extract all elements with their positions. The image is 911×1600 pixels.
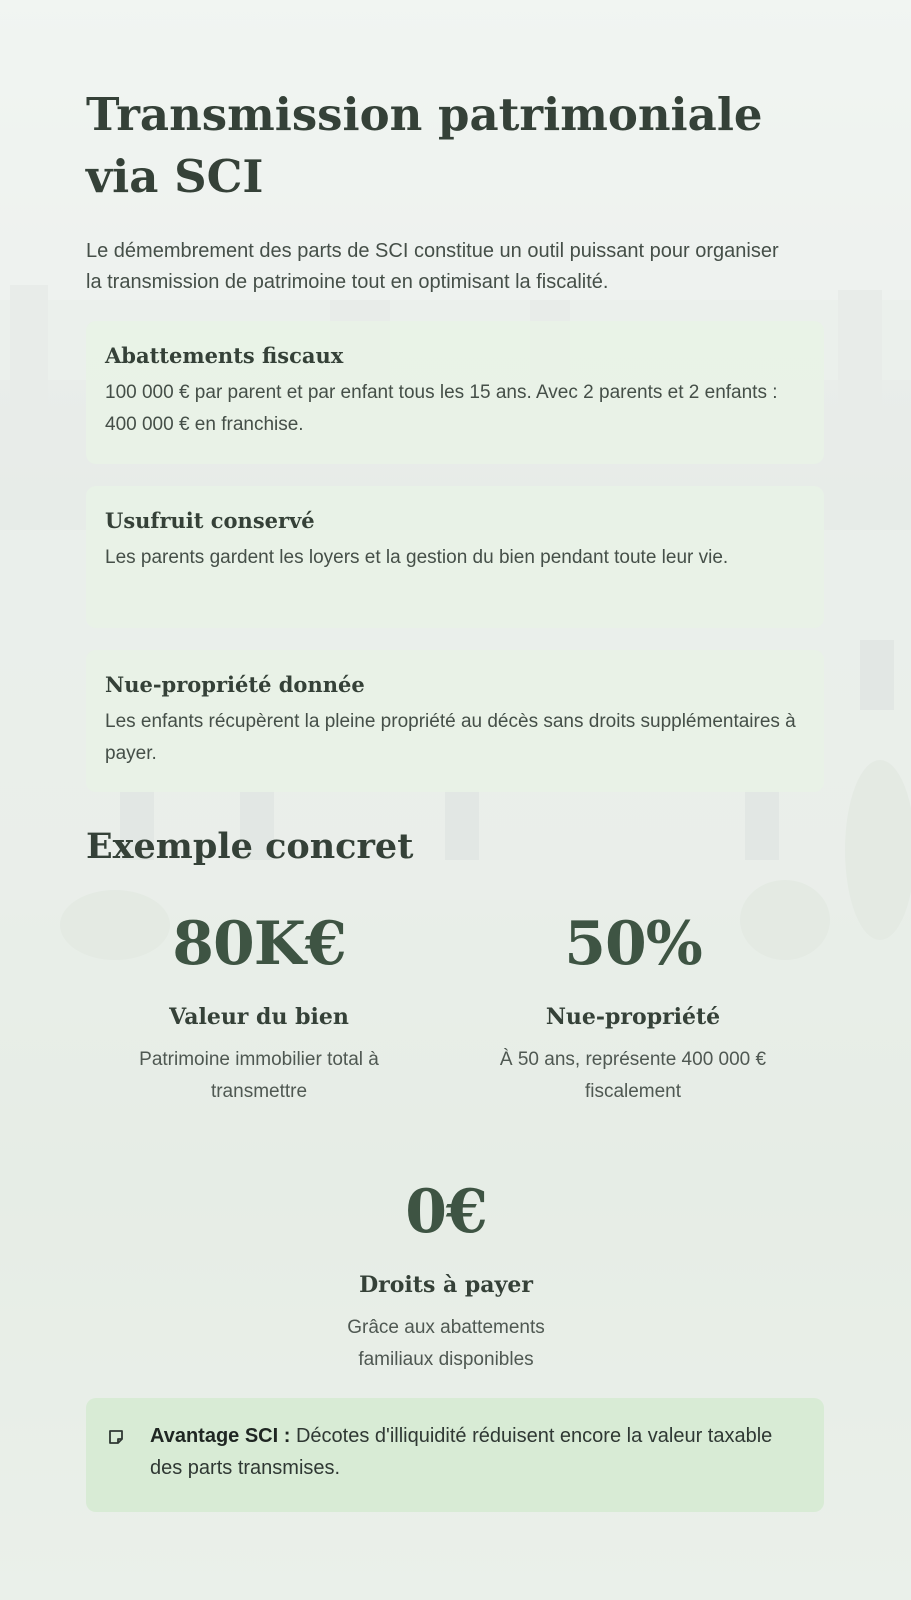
stat-valeur-bien (94, 906, 424, 1108)
stat-description: À 50 ans, représente 400 000 € fiscalement (499, 1049, 767, 1102)
stat-description: Patrimoine immobilier total à transmettre (139, 1049, 379, 1102)
stat-description: Grâce aux abattements familiaux disponibles (347, 1317, 545, 1370)
card-title: Usufruit conservé (105, 508, 315, 533)
stat-label: Nue-propriété (545, 1004, 721, 1030)
card-text: 100 000 € par parent et par enfant tous les 15 ans. Avec 2 parents et 2 enfants : 400 000 € en franchise. (105, 382, 778, 435)
card-text: Les parents gardent les loyers et la gestion du bien pendant toute leur vie. (105, 547, 729, 568)
stat-value: 0€ (405, 1177, 487, 1247)
stat-label: Droits à payer (359, 1272, 533, 1298)
card-title: Nue-propriété donnée (105, 672, 365, 697)
card-usufruit (86, 486, 824, 628)
note-icon (108, 1429, 124, 1445)
card-title: Abattements fiscaux (105, 343, 344, 368)
note-text: Décotes d'illiquidité réduisent encore la valeur taxable des parts transmises. (150, 1425, 773, 1479)
stat-nue-propriete (468, 906, 798, 1108)
stat-value: 80K€ (172, 909, 346, 979)
intro-text: Le démembrement des parts de SCI constitue un outil puissant pour organiser la transmission de patrimoine tout en optimisant la fiscalité. (86, 240, 779, 293)
page-title: Transmission patrimoniale via SCI (86, 88, 763, 203)
card-text: Les enfants récupèrent la pleine propriété au décès sans droits supplémentaires à payer. (105, 711, 796, 764)
stat-value: 50% (564, 909, 702, 979)
section-heading: Exemple concret (86, 826, 414, 867)
sci-advantage-note (86, 1398, 824, 1512)
stat-droits (281, 1174, 611, 1376)
card-abattements (86, 321, 824, 464)
card-nue-propriete (86, 650, 824, 792)
stat-label: Valeur du bien (169, 1004, 349, 1030)
note-strong: Avantage SCI : (150, 1425, 291, 1447)
